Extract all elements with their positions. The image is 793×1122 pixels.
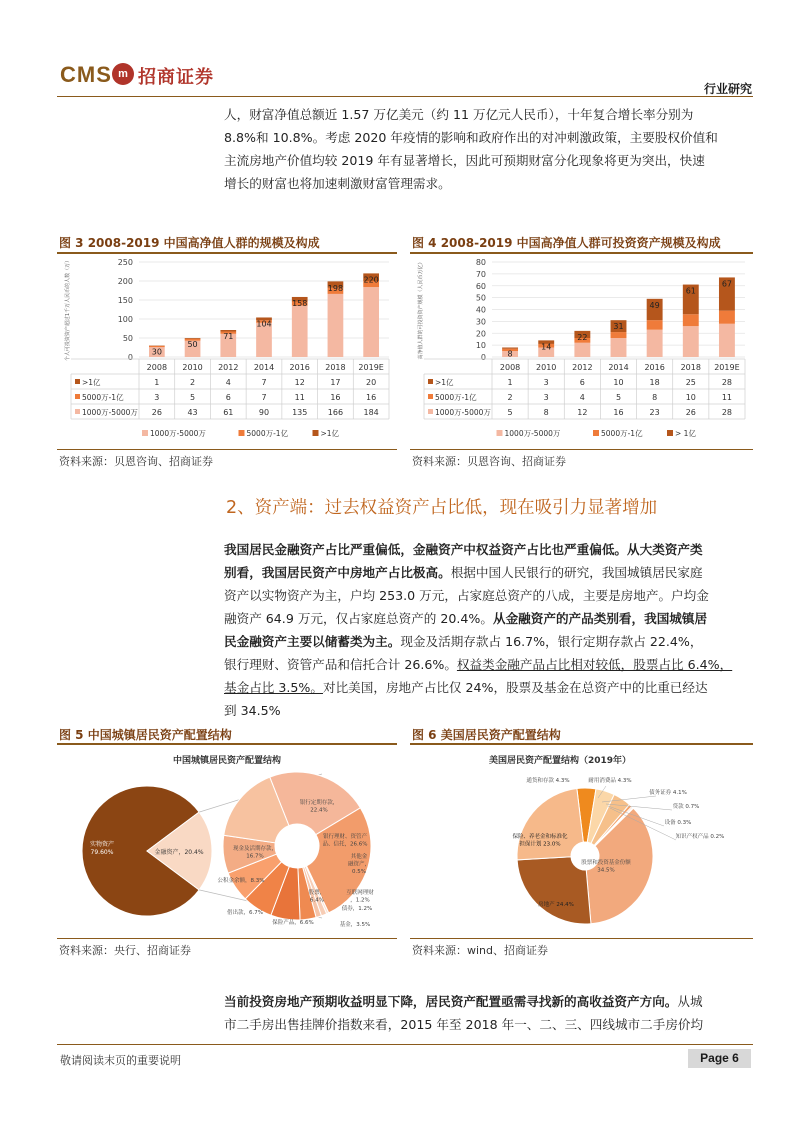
text: 对比美国，房地产占比仅 24%，股票及基金在总资产中的比重已经达 — [322, 680, 708, 695]
figure6-title: 图 6 美国居民资产配置结构 — [412, 728, 561, 742]
table-cell: 3 — [543, 378, 549, 387]
donut-label: 房地产 24.4% — [538, 902, 574, 908]
bold-text: 当前投资房地产预期收益明显下降，居民资产配置亟需寻找新的高收益资产方向。 — [224, 994, 678, 1009]
bar-segment — [292, 306, 308, 357]
table-cell: 1 — [507, 378, 513, 387]
bold-text: 我国居民金融资产占比严重偏低，金融资产中权益资产占比也严重偏低。从大类资产类 — [224, 542, 703, 557]
table-cell: 7 — [261, 393, 267, 402]
figure5-chart — [57, 746, 397, 934]
figure4-source: 资料来源：贝恩咨询、招商证券 — [412, 455, 566, 468]
table-cell: 61 — [223, 408, 234, 417]
chart-title: 中国城镇居民资产配置结构 — [172, 756, 282, 766]
donut-label: 保险产品，6.6% — [272, 920, 314, 926]
donut-label: 保险、养老金和标准化担保计划 23.0% — [512, 834, 568, 848]
figure5-title-rule — [57, 743, 397, 745]
table-cell: 11 — [294, 393, 305, 402]
table-row-label: 1000万-5000万 — [82, 408, 138, 417]
legend-label: >1亿 — [320, 429, 340, 438]
donut-label: 现金及活期存款， 16.7% — [232, 846, 278, 860]
x-tick-label: 2012 — [218, 363, 239, 372]
table-cell: 166 — [327, 408, 344, 417]
logo-chinese-name: 招商证券 — [138, 67, 214, 88]
legend-swatch — [667, 430, 673, 436]
x-tick-label: 2008 — [499, 363, 521, 372]
text: 从城 — [677, 994, 703, 1009]
total-label: 14 — [541, 342, 552, 352]
donut-label: 债券，1.2% — [341, 906, 373, 912]
donut-label: 耐用消费品 4.3% — [588, 778, 632, 784]
donut-label: 银行定期存款， 22.4% — [299, 800, 339, 814]
slice-label: 实物资产 79.60% — [89, 841, 115, 856]
figure3-title-rule — [57, 252, 397, 254]
donut-label: 公积金余额，8.3% — [217, 878, 265, 884]
legend-swatch — [313, 430, 319, 436]
total-label: 67 — [721, 279, 733, 289]
footer-note: 敬请阅读末页的重要说明 — [60, 1054, 181, 1067]
table-cell: 10 — [685, 393, 696, 402]
text-line: 人，财富净值总额近 1.57 万亿美元（约 11 万亿元人民币），十年复合增长率分别为 — [224, 107, 694, 122]
bar-segment — [502, 348, 518, 349]
table-cell: 5 — [190, 393, 196, 402]
text: 现金及活期存款占 16.7%，银行定期存款占 22.4%， — [400, 634, 703, 649]
bold-text: 别看，我国居民资产中房地产占比极高。 — [224, 565, 451, 580]
figure4-source-rule — [410, 449, 753, 450]
figure3-source-rule — [57, 449, 397, 450]
section-heading: 2、资产端：过去权益资产占比低，现在吸引力显著增加 — [226, 498, 658, 518]
bar-segment — [611, 332, 627, 338]
x-tick-label: 2012 — [572, 363, 593, 372]
legend-swatch — [428, 379, 433, 384]
table-cell: 17 — [330, 378, 341, 387]
bar-segment — [328, 294, 344, 357]
x-tick-label: 2010 — [182, 363, 203, 372]
legend-label: 1000万-5000万 — [504, 429, 561, 438]
figure4-chart — [410, 256, 753, 444]
header-divider — [57, 96, 753, 97]
donut-label: 借出款，6.7% — [227, 910, 263, 916]
legend-swatch — [428, 409, 433, 414]
y-tick-label: 40 — [475, 305, 486, 315]
table-cell: 26 — [151, 408, 162, 417]
footer-divider — [57, 1044, 753, 1045]
y-tick-label: 60 — [475, 281, 486, 291]
y-tick-label: 0 — [127, 353, 133, 362]
bar-segment — [647, 320, 663, 330]
figure6-source: 资料来源：wind、招商证券 — [412, 944, 549, 957]
legend-swatch — [75, 394, 80, 399]
total-label: 220 — [363, 275, 379, 285]
table-cell: 28 — [721, 408, 733, 417]
bold-text: 民金融资产主要以储蓄类为主。 — [224, 634, 401, 649]
donut-label: 通货和存款 4.3% — [526, 778, 570, 784]
text: 融资产 64.9 万元，仅占家庭总资产的 20.4%。 — [224, 611, 493, 626]
y-tick-label: 20 — [475, 329, 486, 339]
chart-title: 美国居民资产配置结构（2019年） — [488, 756, 632, 766]
bar-segment — [683, 326, 699, 357]
table-cell: 2 — [507, 393, 513, 402]
legend-label: > 1亿 — [675, 429, 696, 438]
figure5-title: 图 5 中国城镇居民资产配置结构 — [59, 728, 232, 742]
table-row-label: 1000万-5000万 — [435, 408, 491, 417]
total-label: 71 — [223, 332, 234, 342]
figure6-title-rule — [410, 743, 753, 745]
table-cell: 6 — [225, 393, 231, 402]
y-tick-label: 200 — [117, 277, 133, 286]
legend-swatch — [593, 430, 599, 436]
y-tick-label: 50 — [475, 293, 486, 303]
legend-swatch — [142, 430, 148, 436]
table-row-label: >1亿 — [435, 378, 454, 387]
logo-text: CMS — [60, 62, 112, 87]
x-tick-label: 2016 — [289, 363, 310, 372]
table-cell: 16 — [366, 393, 377, 402]
table-cell: 20 — [366, 378, 377, 387]
table-cell: 1 — [154, 378, 160, 387]
figure5-source-rule — [57, 938, 397, 939]
bar-segment — [719, 324, 735, 357]
slice-label: 金融资产，20.4% — [154, 849, 204, 856]
table-cell: 16 — [613, 408, 624, 417]
legend-swatch — [239, 430, 245, 436]
bar-segment — [719, 311, 735, 324]
x-tick-label: 2016 — [644, 363, 665, 372]
total-label: 31 — [613, 322, 624, 332]
figure6-source-rule — [410, 938, 753, 939]
donut-label: 银行理财、资管产品、信托，26.6% — [322, 834, 368, 848]
y-axis-label: 高净值人群的可投资资产规模（人民币万亿） — [418, 259, 424, 360]
bar-segment — [574, 343, 590, 357]
total-label: 30 — [151, 347, 162, 357]
table-cell: 90 — [258, 408, 270, 417]
page-number: Page 6 — [688, 1049, 751, 1068]
table-cell: 6 — [579, 378, 585, 387]
table-cell: 5 — [615, 393, 622, 402]
underlined-text: 基金占比 3.5%。 — [224, 680, 323, 695]
intro-paragraph — [224, 103, 752, 195]
table-cell: 23 — [649, 408, 660, 417]
y-tick-label: 0 — [480, 353, 486, 362]
donut-label: 互联网理财，1.2% — [346, 890, 374, 904]
logo-icon: m — [112, 63, 134, 85]
text: 根据中国人民银行的研究，我国城镇居民家庭 — [450, 565, 703, 580]
table-cell: 28 — [721, 378, 733, 387]
text: 银行理财、资管产品和信托合计 26.6%。 — [224, 657, 457, 672]
table-cell: 4 — [579, 393, 585, 402]
figure4-title: 图 4 2008-2019 中国高净值人群可投资资产规模及构成 — [412, 236, 721, 250]
table-cell: 43 — [187, 408, 198, 417]
table-row-label: >1亿 — [82, 378, 101, 387]
bar-segment — [611, 338, 627, 357]
x-tick-label: 2014 — [608, 363, 629, 372]
y-tick-label: 70 — [475, 269, 486, 279]
y-tick-label: 30 — [475, 317, 486, 327]
figure3-source: 资料来源：贝恩咨询、招商证券 — [59, 455, 213, 468]
table-cell: 11 — [721, 393, 733, 402]
total-label: 198 — [327, 283, 344, 293]
total-label: 8 — [507, 349, 513, 359]
table-row-label: 5000万-1亿 — [82, 393, 124, 402]
x-tick-label: 2018 — [680, 363, 701, 372]
x-tick-label: 2014 — [253, 363, 275, 372]
donut-label: 债务证券 4.1% — [649, 790, 687, 796]
table-cell: 10 — [613, 378, 624, 387]
bold-text: 从金融资产的产品类别看，我国城镇居 — [492, 611, 708, 626]
legend-label: 5000万-1亿 — [246, 429, 289, 438]
bar-segment — [185, 338, 201, 339]
figure5-source: 资料来源：央行、招商证券 — [59, 944, 191, 957]
table-cell: 135 — [292, 408, 308, 417]
legend-swatch — [428, 394, 433, 399]
table-cell: 8 — [543, 408, 549, 417]
table-cell: 16 — [330, 393, 341, 402]
text-line: 主流房地产价值均较 2019 年有显著增长，因此可预期财富分化现象将更为突出，快速 — [224, 153, 705, 168]
table-cell: 7 — [261, 378, 267, 387]
figure3-chart — [57, 256, 397, 444]
x-tick-label: 2018 — [325, 363, 346, 372]
total-label: 158 — [292, 298, 308, 308]
y-axis-label: 个人可投资资产超过1千万人民币的人数（万） — [65, 257, 71, 362]
table-cell: 4 — [225, 378, 231, 387]
closing-paragraph — [224, 990, 752, 1036]
text-line: 资产以实物资产为主，户均 253.0 万元，占家庭总资产的八成，主要是房地产。户均金 — [224, 588, 709, 603]
underlined-text: 权益类金融产品占比相对较低，股票占比 6.4%， — [456, 657, 733, 672]
donut-label: 贷款 0.7% — [672, 804, 700, 810]
legend-swatch — [75, 409, 80, 414]
donut-label: 股票， 6.4% — [308, 890, 326, 904]
text-line: 市二手房出售挂牌价指数来看，2015 年至 2018 年一、二、三、四线城市二手房价均 — [224, 1017, 704, 1032]
bar-segment — [363, 287, 379, 357]
y-tick-label: 250 — [117, 258, 133, 267]
table-row-label: 5000万-1亿 — [435, 393, 477, 402]
y-tick-label: 50 — [122, 334, 133, 343]
y-tick-label: 80 — [475, 258, 486, 267]
total-label: 49 — [649, 300, 660, 310]
y-tick-label: 100 — [117, 315, 133, 324]
legend-swatch — [497, 430, 503, 436]
section2-paragraph — [224, 538, 752, 722]
legend-label: 1000万-5000万 — [150, 429, 206, 438]
table-cell: 3 — [543, 393, 549, 402]
total-label: 104 — [256, 319, 272, 329]
text-line: 到 34.5% — [224, 703, 281, 718]
total-label: 61 — [685, 286, 696, 296]
table-cell: 12 — [577, 408, 588, 417]
y-tick-label: 150 — [117, 296, 133, 305]
section-label: 行业研究 — [703, 82, 752, 96]
donut-label: 知识产权产品 0.2% — [675, 834, 725, 840]
table-cell: 25 — [685, 378, 696, 387]
x-tick-label: 2019E — [714, 363, 740, 372]
total-label: 22 — [577, 332, 588, 342]
table-cell: 3 — [154, 393, 160, 402]
donut-label: 设备 0.3% — [664, 820, 692, 826]
donut-label: 股票和投资基金份额 34.5% — [581, 860, 631, 874]
y-tick-label: 10 — [475, 341, 486, 351]
bar-segment — [647, 330, 663, 357]
donut-slice — [517, 857, 591, 924]
text-line: 8.8%和 10.8%。考虑 2020 年疫情的影响和政府作出的对冲刺激政策，主要股权价值和 — [224, 130, 718, 145]
figure4-title-rule — [410, 252, 753, 254]
table-cell: 26 — [685, 408, 696, 417]
table-cell: 8 — [652, 393, 658, 402]
donut-slice — [517, 788, 583, 859]
bar-segment — [683, 314, 699, 326]
figure6-chart — [410, 746, 753, 934]
table-cell: 12 — [294, 378, 305, 387]
text-line: 增长的财富也将加速刺激财富管理需求。 — [224, 176, 451, 191]
x-tick-label: 2019E — [358, 363, 384, 372]
legend-label: 5000万-1亿 — [601, 429, 643, 438]
table-cell: 18 — [649, 378, 660, 387]
table-cell: 5 — [507, 408, 513, 417]
table-cell: 184 — [363, 408, 379, 417]
legend-swatch — [75, 379, 80, 384]
x-tick-label: 2010 — [536, 363, 557, 372]
donut-label: 其他金融资产， 0.5% — [347, 854, 371, 875]
total-label: 50 — [187, 340, 198, 349]
table-cell: 2 — [190, 378, 196, 387]
donut-label: 基金，3.5% — [339, 922, 371, 928]
figure3-title: 图 3 2008-2019 中国高净值人群的规模及构成 — [59, 236, 320, 250]
x-tick-label: 2008 — [146, 363, 168, 372]
